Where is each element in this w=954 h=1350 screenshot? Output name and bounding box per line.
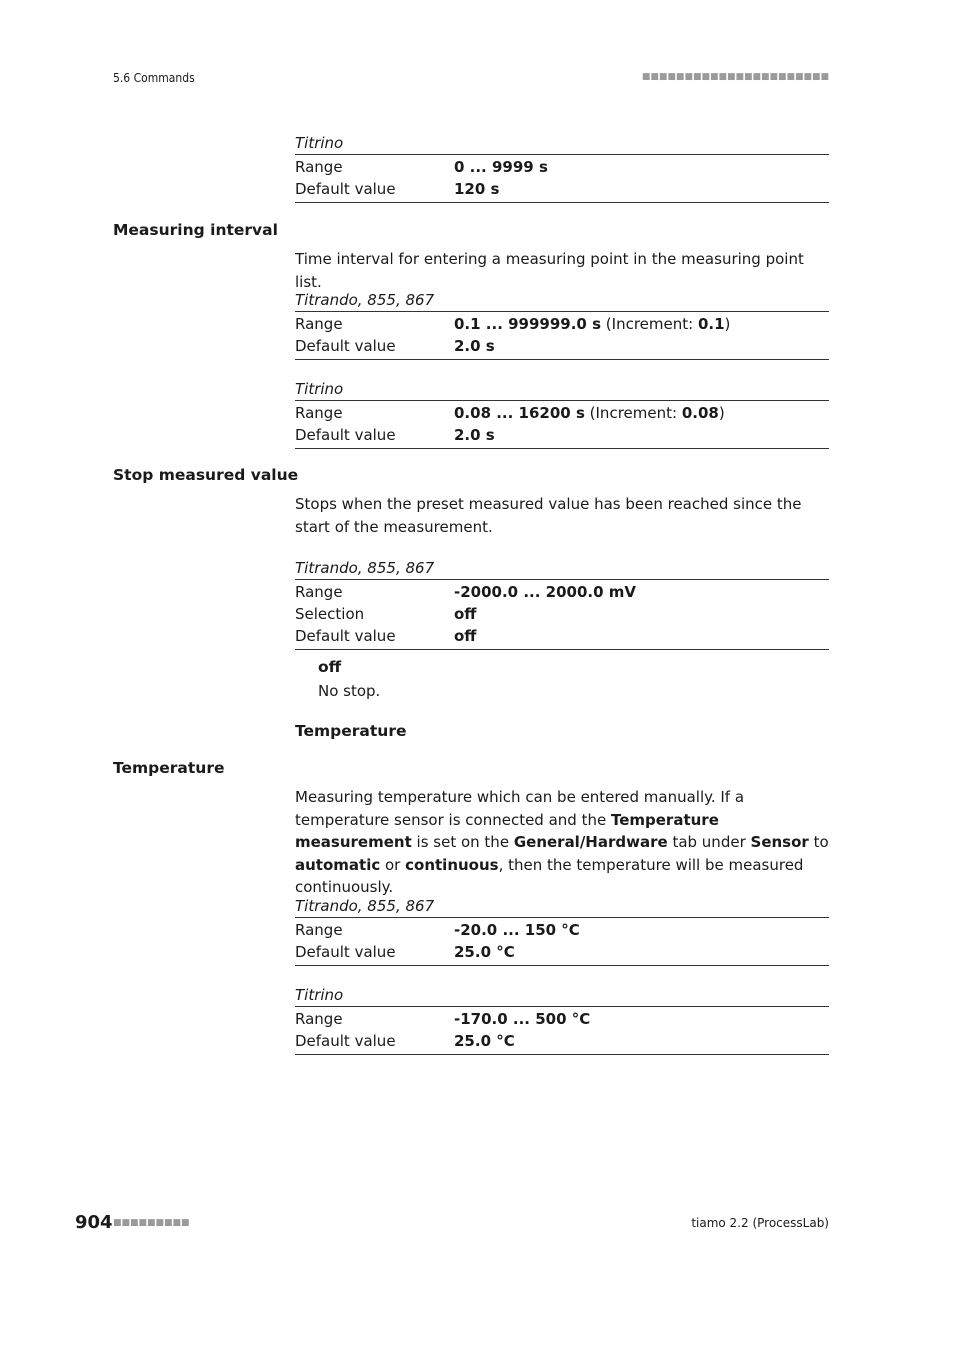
option-description: No stop. [318, 682, 381, 700]
stop-measured-value-description: Stops when the preset measured value has been reached since the start of the measurement. [295, 495, 802, 536]
top-titrino-table [295, 132, 829, 203]
table-device: Titrando, 855, 867 [295, 557, 829, 580]
option-name: off [318, 658, 342, 676]
stop-measured-value-table [295, 557, 829, 650]
row-value: 25.0 °C [454, 943, 515, 961]
running-header-section: 5.6 Commands [113, 71, 195, 85]
row-value: 25.0 °C [454, 1032, 515, 1050]
increment-prefix: (Increment: [601, 315, 698, 333]
row-value: -2000.0 ... 2000.0 mV [454, 583, 636, 601]
increment-suffix: ) [718, 404, 725, 422]
row-label: Range [295, 921, 343, 939]
temperature-titrino-table [295, 984, 829, 1055]
desc-term: General/Hardware [513, 833, 668, 851]
footer-decoration-dots: ■■■■■■■■■ [113, 1218, 190, 1228]
row-value: 0.1 ... 999999.0 s [454, 315, 602, 333]
table-row [295, 402, 829, 424]
row-label: Default value [295, 627, 396, 645]
desc-term: continuous [405, 855, 499, 874]
temperature-subheading: Temperature [295, 722, 407, 740]
table-row [295, 581, 829, 603]
row-label: Range [295, 1010, 343, 1028]
row-value: 120 s [454, 180, 500, 198]
product-name: tiamo 2.2 (ProcessLab) [691, 1216, 829, 1230]
row-value: 0 ... 9999 s [454, 158, 548, 176]
row-label: Default value [295, 337, 396, 355]
row-value: 2.0 s [454, 426, 495, 444]
table-row [295, 1008, 829, 1030]
increment-suffix: ) [724, 315, 731, 333]
measuring-interval-titrino-table [295, 378, 829, 449]
increment-value: 0.08 [681, 404, 719, 422]
increment-value: 0.1 [697, 315, 725, 333]
table-device: Titrino [295, 984, 829, 1007]
table-row [295, 603, 829, 625]
table-row [295, 625, 829, 647]
measuring-interval-titrando-table [295, 289, 829, 360]
table-device: Titrino [295, 378, 829, 401]
table-row [295, 178, 829, 200]
table-row [295, 156, 829, 178]
row-value: -170.0 ... 500 °C [454, 1010, 591, 1028]
measuring-interval-description: Time interval for entering a measuring point in the measuring point list. [295, 250, 804, 291]
table-row [295, 313, 829, 335]
row-label: Default value [295, 943, 396, 961]
desc-text: to [808, 833, 829, 851]
temperature-description [295, 786, 829, 899]
desc-term: automatic [295, 855, 381, 874]
table-row [295, 941, 829, 963]
row-label: Default value [295, 180, 396, 198]
desc-text: is set on the [411, 833, 514, 851]
row-value: 2.0 s [454, 337, 495, 355]
table-row [295, 919, 829, 941]
row-label: Range [295, 158, 343, 176]
row-label: Range [295, 404, 343, 422]
row-label: Default value [295, 426, 396, 444]
table-device: Titrino [295, 132, 829, 155]
row-value: off [454, 605, 477, 623]
table-device: Titrando, 855, 867 [295, 289, 829, 312]
header-decoration-dots: ■■■■■■■■■■■■■■■■■■■■■■ [641, 72, 829, 82]
row-label: Default value [295, 1032, 396, 1050]
row-value: -20.0 ... 150 °C [454, 921, 580, 939]
desc-text: , then the temperature will be measured continuously. [295, 855, 804, 896]
measuring-interval-heading: Measuring interval [113, 221, 278, 239]
stop-measured-value-heading: Stop measured value [113, 466, 299, 484]
desc-text: tab under [667, 833, 751, 851]
table-device: Titrando, 855, 867 [295, 895, 829, 918]
table-row [295, 424, 829, 446]
row-label: Range [295, 583, 343, 601]
row-label: Selection [295, 605, 365, 623]
desc-term: Sensor [750, 833, 809, 851]
row-value: 0.08 ... 16200 s [454, 404, 585, 422]
page-number: 904 [75, 1212, 113, 1233]
table-row [295, 335, 829, 357]
desc-term: Temperature measurement [295, 810, 719, 851]
desc-text: Measuring temperature which can be entered manually. If a temperature sensor is connected and the [295, 788, 745, 829]
temperature-titrando-table [295, 895, 829, 966]
temperature-heading: Temperature [113, 759, 225, 777]
row-value: off [454, 627, 477, 645]
table-row [295, 1030, 829, 1052]
increment-prefix: (Increment: [584, 404, 682, 422]
row-label: Range [295, 315, 343, 333]
desc-text: or [380, 855, 406, 874]
